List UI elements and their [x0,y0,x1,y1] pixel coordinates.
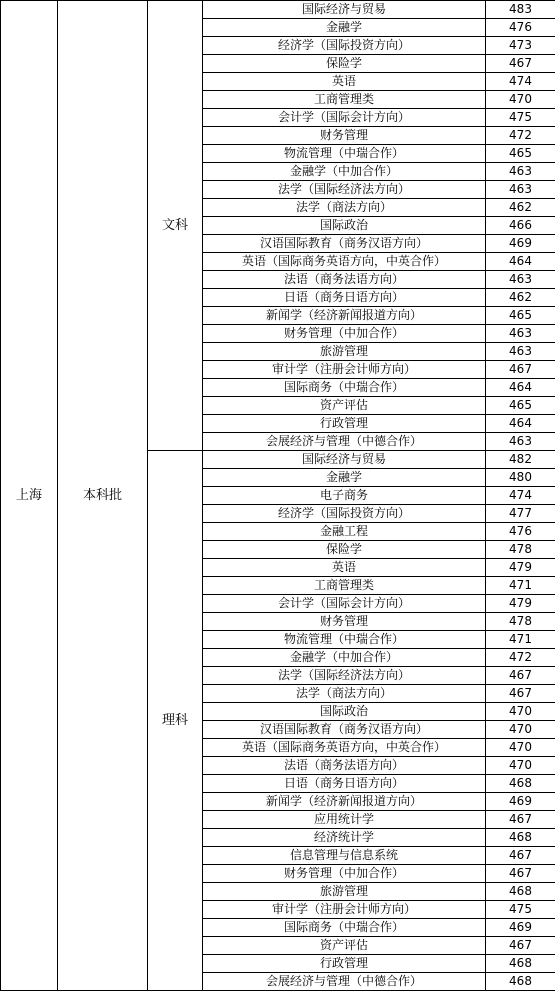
major-cell: 金融工程 [203,523,486,541]
major-cell: 英语（国际商务英语方向，中英合作） [203,739,486,757]
score-cell: 467 [486,937,555,955]
major-cell: 国际政治 [203,217,486,235]
major-cell: 法学（国际经济法方向） [203,667,486,685]
score-cell: 479 [486,595,555,613]
subject-cell: 文科 [148,1,203,451]
score-cell: 469 [486,235,555,253]
major-cell: 国际商务（中瑞合作） [203,919,486,937]
score-cell: 462 [486,199,555,217]
major-cell: 会展经济与管理（中德合作） [203,433,486,451]
major-cell: 物流管理（中瑞合作） [203,631,486,649]
score-cell: 470 [486,757,555,775]
score-cell: 469 [486,919,555,937]
major-cell: 金融学（中加合作） [203,649,486,667]
major-cell: 新闻学（经济新闻报道方向） [203,307,486,325]
score-cell: 463 [486,433,555,451]
score-cell: 470 [486,721,555,739]
major-cell: 会展经济与管理（中德合作） [203,973,486,991]
score-cell: 478 [486,613,555,631]
major-cell: 英语 [203,559,486,577]
major-cell: 会计学（国际会计方向） [203,109,486,127]
score-cell: 477 [486,505,555,523]
score-cell: 465 [486,397,555,415]
score-cell: 464 [486,253,555,271]
major-cell: 法语（商务法语方向） [203,757,486,775]
score-cell: 467 [486,361,555,379]
major-cell: 国际经济与贸易 [203,451,486,469]
major-cell: 保险学 [203,541,486,559]
major-cell: 汉语国际教育（商务汉语方向） [203,235,486,253]
major-cell: 保险学 [203,55,486,73]
major-cell: 物流管理（中瑞合作） [203,145,486,163]
score-cell: 470 [486,739,555,757]
major-cell: 资产评估 [203,937,486,955]
score-cell: 464 [486,379,555,397]
score-cell: 473 [486,37,555,55]
score-cell: 483 [486,1,555,19]
table-row [1,1,555,19]
score-cell: 463 [486,271,555,289]
score-cell: 467 [486,55,555,73]
major-cell: 电子商务 [203,487,486,505]
score-cell: 467 [486,865,555,883]
major-cell: 经济学（国际投资方向） [203,505,486,523]
subject-cell: 理科 [148,451,203,991]
major-cell: 英语 [203,73,486,91]
score-cell: 475 [486,109,555,127]
score-cell: 468 [486,775,555,793]
major-cell: 审计学（注册会计师方向） [203,901,486,919]
major-cell: 资产评估 [203,397,486,415]
score-cell: 468 [486,973,555,991]
score-cell: 475 [486,901,555,919]
score-cell: 476 [486,19,555,37]
major-cell: 国际商务（中瑞合作） [203,379,486,397]
major-cell: 旅游管理 [203,883,486,901]
major-cell: 汉语国际教育（商务汉语方向） [203,721,486,739]
score-cell: 463 [486,181,555,199]
score-cell: 476 [486,523,555,541]
score-cell: 467 [486,847,555,865]
major-cell: 旅游管理 [203,343,486,361]
major-cell: 国际经济与贸易 [203,1,486,19]
table-body [1,1,555,991]
major-cell: 新闻学（经济新闻报道方向） [203,793,486,811]
score-cell: 470 [486,703,555,721]
score-cell: 462 [486,289,555,307]
major-cell: 财务管理 [203,127,486,145]
major-cell: 行政管理 [203,415,486,433]
score-cell: 463 [486,163,555,181]
major-cell: 英语（国际商务英语方向，中英合作） [203,253,486,271]
score-cell: 472 [486,127,555,145]
major-cell: 信息管理与信息系统 [203,847,486,865]
major-cell: 法语（商务法语方向） [203,271,486,289]
score-cell: 471 [486,577,555,595]
major-cell: 财务管理 [203,613,486,631]
score-cell: 474 [486,73,555,91]
score-cell: 482 [486,451,555,469]
major-cell: 日语（商务日语方向） [203,775,486,793]
major-cell: 日语（商务日语方向） [203,289,486,307]
batch-cell: 本科批 [58,1,148,991]
score-cell: 463 [486,325,555,343]
major-cell: 经济学（国际投资方向） [203,37,486,55]
score-cell: 472 [486,649,555,667]
score-cell: 478 [486,541,555,559]
score-cell: 468 [486,829,555,847]
score-cell: 467 [486,685,555,703]
major-cell: 应用统计学 [203,811,486,829]
major-cell: 审计学（注册会计师方向） [203,361,486,379]
major-cell: 法学（商法方向） [203,199,486,217]
score-cell: 469 [486,793,555,811]
major-cell: 财务管理（中加合作） [203,865,486,883]
score-cell: 480 [486,469,555,487]
score-cell: 468 [486,955,555,973]
major-cell: 经济统计学 [203,829,486,847]
major-cell: 财务管理（中加合作） [203,325,486,343]
score-cell: 470 [486,91,555,109]
major-cell: 工商管理类 [203,91,486,109]
score-cell: 467 [486,811,555,829]
score-cell: 474 [486,487,555,505]
major-cell: 国际政治 [203,703,486,721]
major-cell: 会计学（国际会计方向） [203,595,486,613]
score-cell: 463 [486,343,555,361]
score-cell: 465 [486,307,555,325]
score-cell: 465 [486,145,555,163]
major-cell: 金融学（中加合作） [203,163,486,181]
score-cell: 479 [486,559,555,577]
score-cell: 468 [486,883,555,901]
major-cell: 法学（商法方向） [203,685,486,703]
major-cell: 行政管理 [203,955,486,973]
city-cell: 上海 [1,1,58,991]
score-cell: 467 [486,667,555,685]
major-cell: 金融学 [203,469,486,487]
major-cell: 工商管理类 [203,577,486,595]
major-cell: 金融学 [203,19,486,37]
major-cell: 法学（国际经济法方向） [203,181,486,199]
score-cell: 471 [486,631,555,649]
score-cell: 466 [486,217,555,235]
score-cell: 464 [486,415,555,433]
